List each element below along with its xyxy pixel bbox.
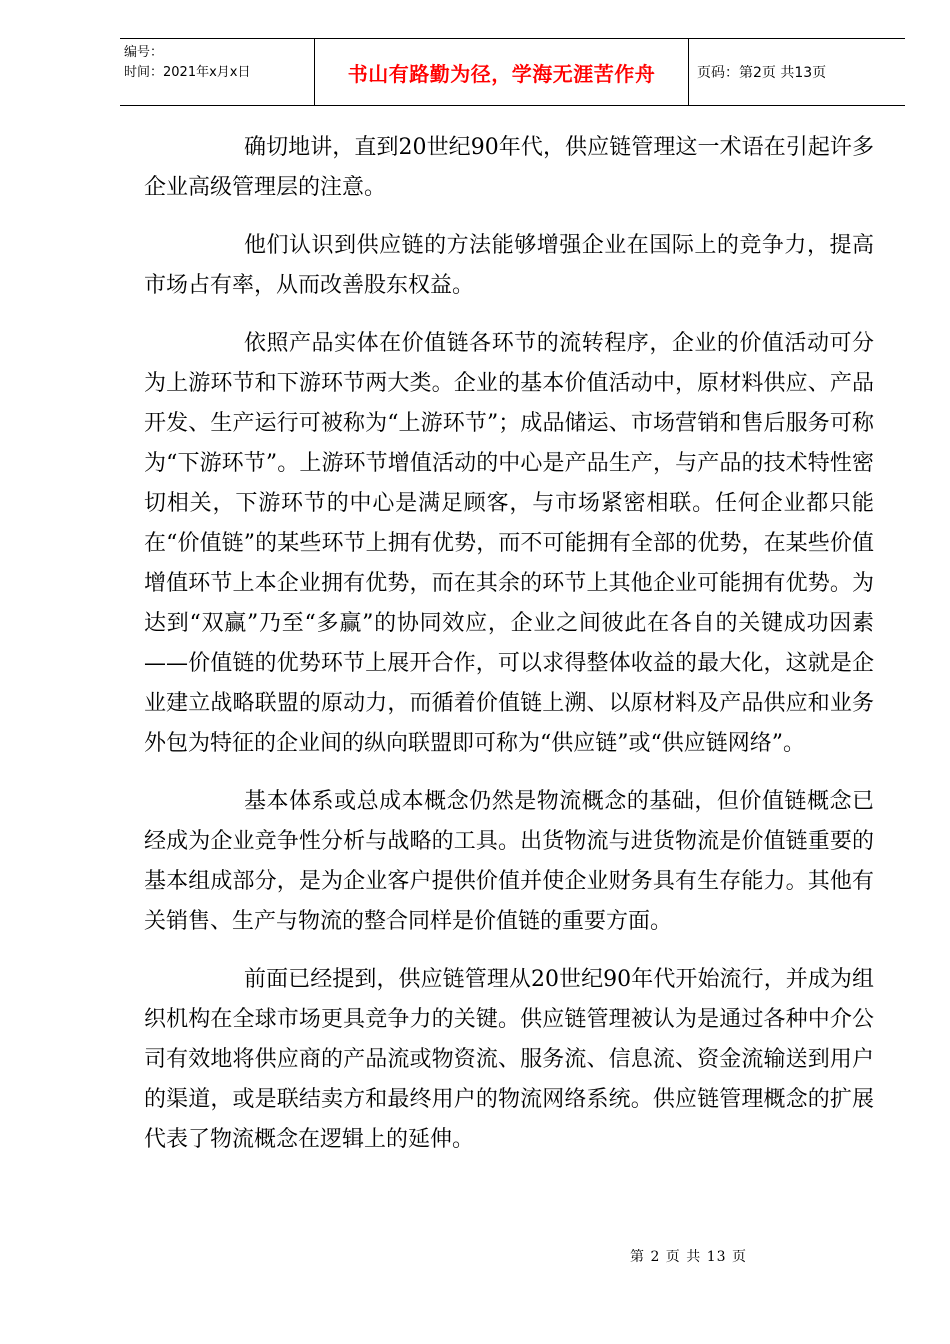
header-meta [120, 39, 315, 105]
page-header [120, 38, 905, 106]
paragraph: 基本体系或总成本概念仍然是物流概念的基础，但价值链概念已经成为企业竞争性分析与战略的工具。出货物流与进货物流是价值链重要的基本组成部分，是为企业客户提供价值并使企业财务具有生存能力。其他有关销售、生产与物流的整合同样是价值链的重要方面。 [144, 789, 874, 934]
paragraph: 前面已经提到，供应链管理从20世纪90年代开始流行，并成为组织机构在全球市场更具竞争力的关键。供应链管理被认为是通过各种中介公司有效地将供应商的产品流或物资流、服务流、信息流、资金流输送到用户的渠道，或是联结卖方和最终用户的物流网络系统。供应链管理概念的扩展代表了物流概念在逻辑上的延伸。 [144, 967, 874, 1152]
header-motto: 书山有路勤为径，学海无涯苦作舟 [315, 39, 689, 105]
paragraph: 他们认识到供应链的方法能够增强企业在国际上的竞争力，提高市场占有率，从而改善股东权益。 [144, 233, 874, 298]
paragraph: 依照产品实体在价值链各环节的流转程序，企业的价值活动可分为上游环节和下游环节两大类。企业的基本价值活动中，原材料供应、产品开发、生产运行可被称为“上游环节”；成品储运、市场营销和售后服务可称为“下游环节”。上游环节增值活动的中心是产品生产，与产品的技术特性密切相关，下游环节的中心是满足顾客，与市场紧密相联。任何企业都只能在“价值链”的某些环节上拥有优势，而不可能拥有全部的优势，在某些价值增值环节上本企业拥有优势，而在其余的环节上其他企业可能拥有优势。为达到“双赢”乃至“多赢”的协同效应，企业之间彼此在各自的关键成功因素——价值链的优势环节上展开合作，可以求得整体收益的最大化，这就是企业建立战略联盟的原动力，而循着价值链上溯、以原材料及产品供应和业务外包为特征的企业间的纵向联盟即可称为“供应链”或“供应链网络”。 [144, 331, 874, 756]
paragraph: 确切地讲，直到20世纪90年代，供应链管理这一术语在引起许多企业高级管理层的注意。 [144, 135, 874, 200]
page-footer: 第 2 页 共 13 页 [630, 1249, 747, 1265]
document-body [144, 128, 874, 1178]
document-number-label: 编号： [124, 45, 164, 60]
document-time: 时间：2021年x月x日 [124, 65, 251, 80]
header-page-info: 页码：第2页 共13页 [697, 65, 827, 81]
